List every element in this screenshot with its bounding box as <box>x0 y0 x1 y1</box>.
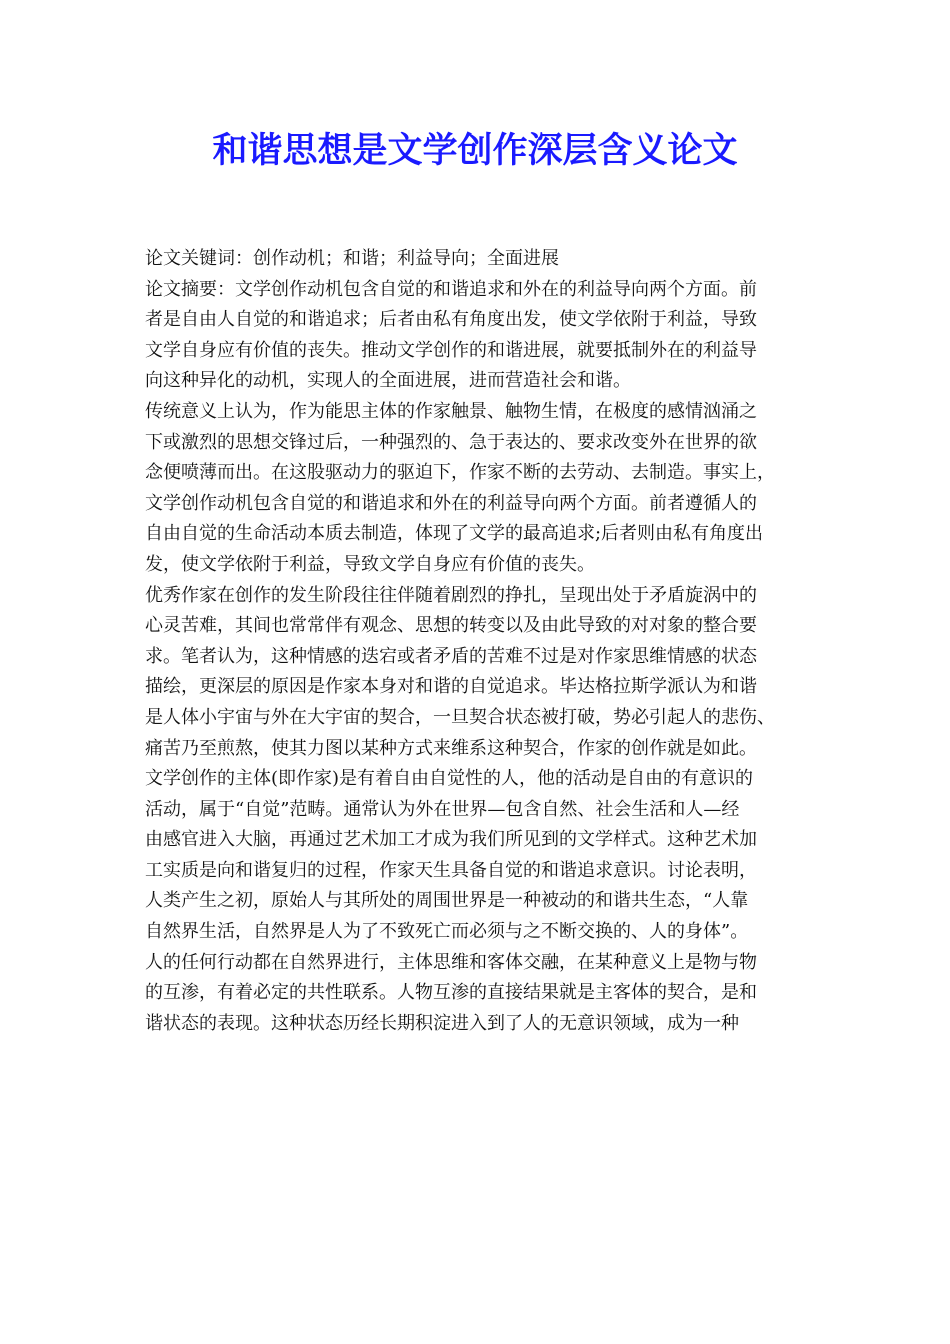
document-body <box>145 244 830 1039</box>
text-line: 求。笔者认为，这种情感的迭宕或者矛盾的苦难不过是对作家思维情感的状态 <box>145 645 757 667</box>
text-line: 论文摘要：文学创作动机包含自觉的和谐追求和外在的利益导向两个方面。前 <box>145 278 757 300</box>
text-line: 优秀作家在创作的发生阶段往往伴随着剧烈的挣扎，呈现出处于矛盾旋涡中的 <box>145 584 757 606</box>
text-line: 描绘，更深层的原因是作家本身对和谐的自觉追求。毕达格拉斯学派认为和谐 <box>145 676 757 698</box>
text-line: 自然界生活，自然界是人为了不致死亡而必须与之不断交换的、人的身体”。 <box>145 921 749 943</box>
text-line: 论文关键词：创作动机；和谐；利益导向；全面进展 <box>145 248 559 269</box>
text-line: 文学创作的主体(即作家)是有着自由自觉性的人，他的活动是自由的有意识的 <box>145 768 754 790</box>
text-line: 文学自身应有价值的丧失。推动文学创作的和谐进展，就要抵制外在的利益导 <box>145 339 757 361</box>
text-line: 的互渗，有着必定的共性联系。人物互渗的直接结果就是主客体的契合，是和 <box>145 982 757 1004</box>
text-line: 发，使文学依附于利益，导致文学自身应有价值的丧失。 <box>145 553 595 575</box>
text-line: 念便喷薄而出。在这股驱动力的驱迫下，作家不断的去劳动、去制造。事实上， <box>145 462 775 484</box>
text-line: 活动，属于“自觉”范畴。通常认为外在世界—包含自然、社会生活和人—经 <box>145 798 740 820</box>
text-line: 人的任何行动都在自然界进行，主体思维和客体交融，在某种意义上是物与物 <box>145 951 757 973</box>
text-line: 人类产生之初，原始人与其所处的周围世界是一种被动的和谐共生态，“人靠 <box>145 890 749 912</box>
text-line: 心灵苦难，其间也常常伴有观念、思想的转变以及由此导致的对对象的整合要 <box>145 615 757 637</box>
document-title: 和谐思想是文学创作深层含义论文 <box>212 131 738 171</box>
text-line: 痛苦乃至煎熬，使其力图以某种方式来维系这种契合，作家的创作就是如此。 <box>145 737 757 759</box>
text-line: 自由自觉的生命活动本质去制造，体现了文学的最高追求;后者则由私有角度出 <box>145 523 764 545</box>
text-line: 谐状态的表现。这种状态历经长期积淀进入到了人的无意识领域，成为一种 <box>145 1012 739 1034</box>
text-line: 文学创作动机包含自觉的和谐追求和外在的利益导向两个方面。前者遵循人的 <box>145 492 757 514</box>
text-line: 工实质是向和谐复归的过程，作家天生具备自觉的和谐追求意识。讨论表明， <box>145 859 757 881</box>
text-line: 是人体小宇宙与外在大宇宙的契合，一旦契合状态被打破，势必引起人的悲伤、 <box>145 706 775 728</box>
text-line: 传统意义上认为，作为能思主体的作家触景、触物生情，在极度的感情汹涌之 <box>145 400 757 422</box>
text-line: 者是自由人自觉的和谐追求；后者由私有角度出发，使文学依附于利益，导致 <box>145 309 757 331</box>
text-line: 由感官进入大脑，再通过艺术加工才成为我们所见到的文学样式。这种艺术加 <box>145 829 757 851</box>
text-line: 下或激烈的思想交锋过后，一种强烈的、急于表达的、要求改变外在世界的欲 <box>145 431 757 453</box>
text-line: 向这种异化的动机，实现人的全面进展，进而营造社会和谐。 <box>145 370 631 392</box>
